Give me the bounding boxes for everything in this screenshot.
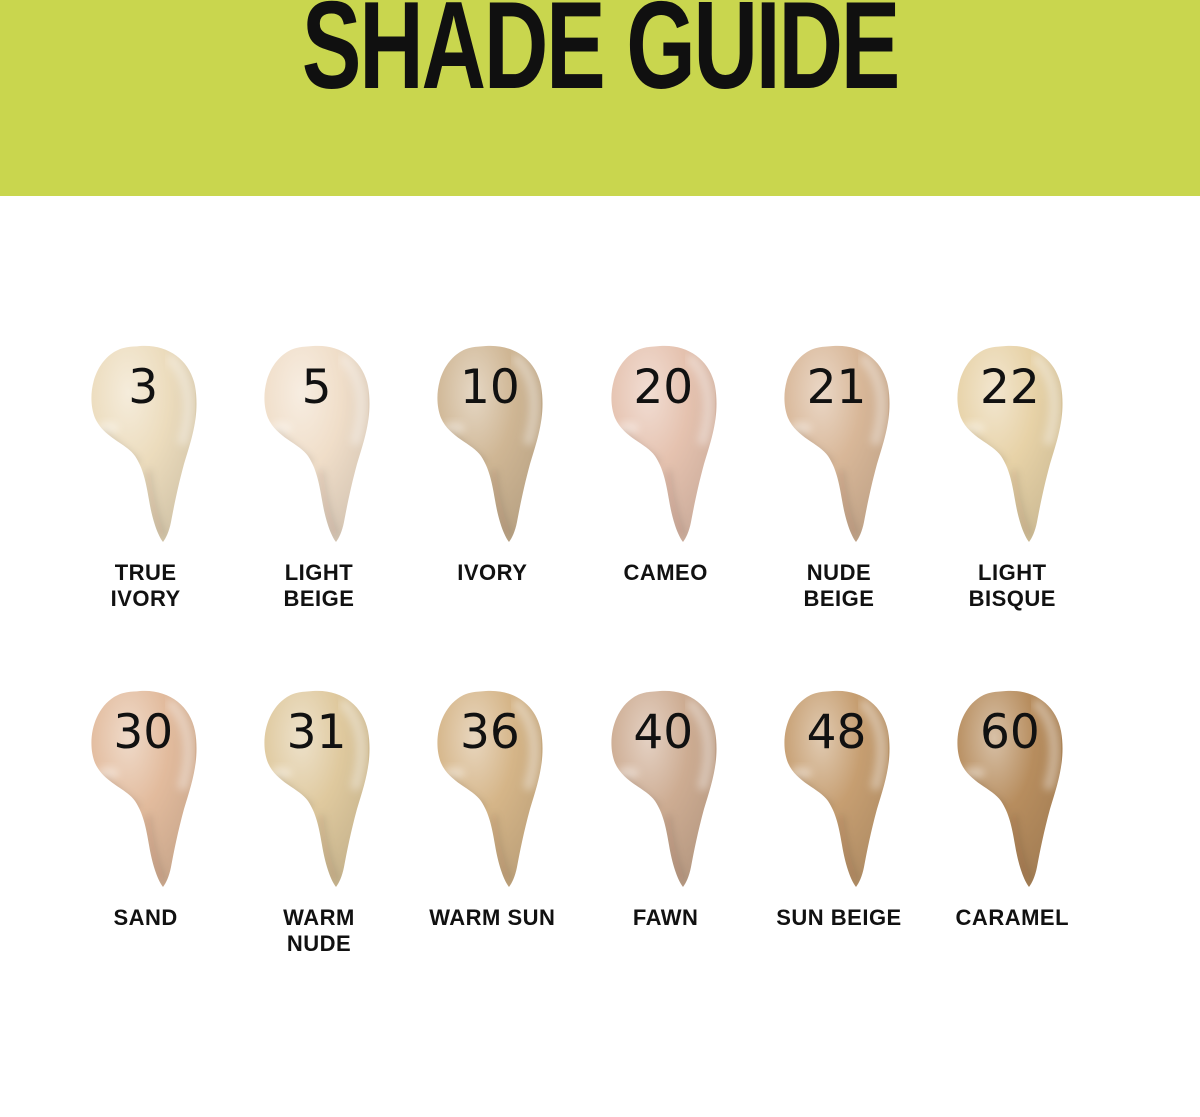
shade-swatch — [952, 685, 1072, 890]
shade-number: 60 — [979, 705, 1040, 760]
shade-number: 3 — [128, 360, 159, 415]
shade-name: IVORY — [457, 560, 528, 585]
shade-number: 10 — [460, 360, 520, 415]
header-banner — [0, 0, 1200, 196]
shade-name: NUDE BEIGE — [803, 560, 875, 611]
shade-name: LIGHT BEIGE — [283, 560, 355, 611]
shade-swatch — [952, 340, 1072, 545]
shade-grid — [59, 196, 1099, 957]
shade-cell — [752, 340, 925, 612]
shade-swatch — [779, 340, 899, 545]
shade-number: 30 — [113, 705, 174, 760]
shade-swatch — [606, 340, 726, 545]
shade-number: 22 — [979, 360, 1040, 415]
shade-cell — [926, 685, 1099, 957]
shade-number: 40 — [633, 705, 694, 760]
shade-swatch — [86, 685, 206, 890]
shade-swatch — [259, 340, 379, 545]
shade-swatch — [86, 340, 206, 545]
shade-number: 31 — [286, 705, 347, 760]
shade-swatch — [606, 685, 726, 890]
shade-number: 48 — [806, 705, 867, 760]
shade-name: TRUE IVORY — [110, 560, 181, 611]
shade-name: WARM NUDE — [283, 905, 355, 956]
shade-cell — [232, 340, 405, 612]
shade-row-deep — [59, 685, 1099, 957]
shade-number: 5 — [301, 360, 332, 415]
shade-number: 36 — [460, 705, 520, 760]
shade-swatch — [432, 340, 552, 545]
shade-swatch — [432, 685, 552, 890]
shade-cell — [406, 340, 579, 612]
shade-cell — [232, 685, 405, 957]
shade-name: FAWN — [632, 905, 699, 930]
shade-cell — [926, 340, 1099, 612]
shade-cell — [579, 685, 752, 957]
shade-cell — [406, 685, 579, 957]
shade-row-light — [59, 340, 1099, 612]
shade-name: WARM SUN — [429, 905, 556, 930]
shade-swatch — [779, 685, 899, 890]
shade-cell — [59, 685, 232, 957]
shade-name: SAND — [113, 905, 178, 930]
shade-cell — [579, 340, 752, 612]
shade-name: LIGHT BISQUE — [968, 560, 1056, 611]
shade-name: CAMEO — [623, 560, 708, 585]
shade-number: 20 — [633, 360, 694, 415]
shade-swatch — [259, 685, 379, 890]
page-title: SHADE GUIDE — [301, 0, 899, 115]
shade-cell — [59, 340, 232, 612]
shade-name: CARAMEL — [955, 905, 1070, 930]
shade-number: 21 — [806, 360, 867, 415]
shade-name: SUN BEIGE — [776, 905, 902, 930]
shade-cell — [752, 685, 925, 957]
